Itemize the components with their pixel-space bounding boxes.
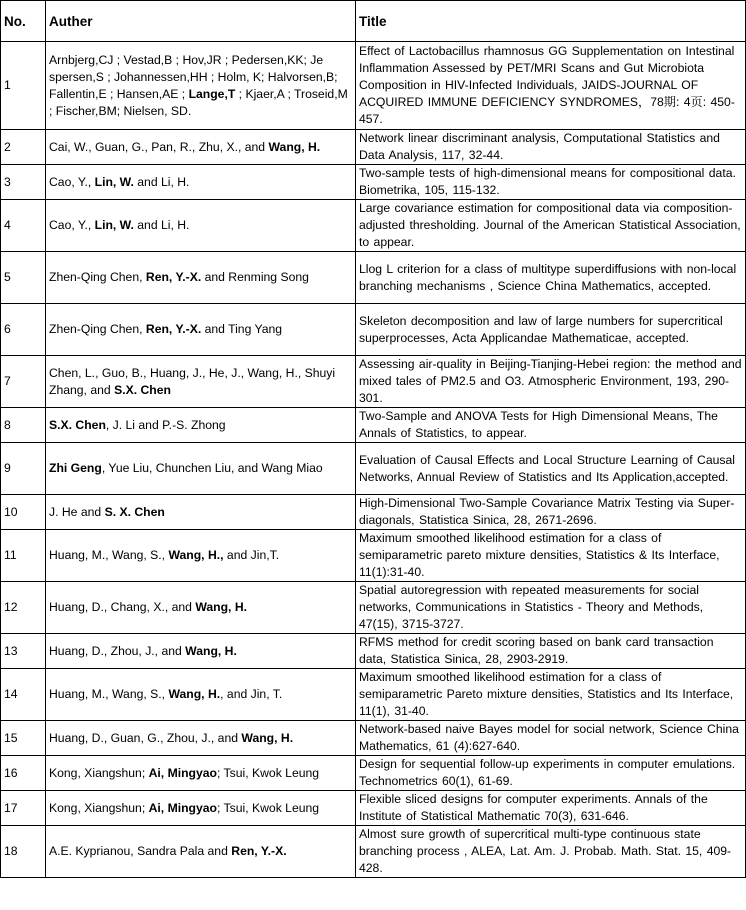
header-author: Auther bbox=[46, 1, 356, 42]
author-cell bbox=[46, 42, 356, 130]
table-row bbox=[1, 669, 746, 721]
author-text: Huang, D., Zhou, J., and bbox=[49, 643, 186, 658]
table-row bbox=[1, 42, 746, 130]
author-highlight: Lange,T bbox=[188, 86, 236, 101]
table-row bbox=[1, 443, 746, 495]
table-row bbox=[1, 721, 746, 756]
author-text: ; Tsui, Kwok Leung bbox=[217, 765, 320, 780]
author-highlight: Wang, H. bbox=[268, 139, 321, 154]
author-text: J. He and bbox=[49, 504, 105, 519]
author-text: Kong, Xiangshun; bbox=[49, 800, 149, 815]
author-highlight: Lin, W. bbox=[94, 218, 134, 232]
title-cell: RFMS method for credit scoring based on bank card transaction data, Statistica Sinica, 28, 2903-2919. bbox=[356, 634, 746, 669]
table-row bbox=[1, 791, 746, 826]
header-no: No. bbox=[1, 1, 46, 42]
author-text: Zhen-Qing Chen, bbox=[49, 270, 146, 284]
header-row bbox=[1, 1, 746, 42]
title-cell: Llog L criterion for a class of multitype superdiffusions with non-local branching mechanisms , Science China Mathematics, accepted. bbox=[356, 252, 746, 304]
author-text: and Li, H. bbox=[133, 218, 190, 232]
author-cell bbox=[46, 252, 356, 304]
title-cell: Two-sample tests of high-dimensional means for compositional data. Biometrika, 105, 115-132. bbox=[356, 165, 746, 200]
author-text: Cai, W., Guan, G., Pan, R., Zhu, X., and bbox=[49, 139, 269, 154]
title-cell: Skeleton decomposition and law of large numbers for supercritical superprocesses, Acta Applicandae Mathematicae, accepted. bbox=[356, 304, 746, 356]
table-row bbox=[1, 304, 746, 356]
author-text: A.E. Kyprianou, Sandra Pala and bbox=[49, 844, 232, 858]
author-cell bbox=[46, 165, 356, 200]
row-number: 6 bbox=[1, 304, 46, 356]
author-highlight: Ai, Mingyao bbox=[148, 800, 217, 815]
author-highlight: Wang, H. bbox=[195, 600, 248, 614]
author-cell bbox=[46, 826, 356, 878]
author-cell bbox=[46, 530, 356, 582]
author-text: Huang, D., Chang, X., and bbox=[49, 600, 196, 614]
author-text: Zhen-Qing Chen, bbox=[49, 322, 146, 336]
title-cell: Maximum smoothed likelihood estimation for a class of semiparametric pareto mixture densities, Statistics & Its Interface, 11(1):31-40. bbox=[356, 530, 746, 582]
author-highlight: Wang, H., bbox=[168, 548, 224, 562]
title-cell: Effect of Lactobacillus rhamnosus GG Supplementation on Intestinal Inflammation Assessed by PET/MRI Scans and Gut Microbiota Composition in HIV-Infected Individuals, JAIDS-JOURNAL OF ACQUIRED IMMUNE DEFICIENCY SYNDROMES，78期: 4页: 450-457. bbox=[356, 42, 746, 130]
table-row bbox=[1, 356, 746, 408]
table-row bbox=[1, 130, 746, 165]
author-highlight: S.X. Chen bbox=[114, 382, 171, 397]
row-number: 14 bbox=[1, 669, 46, 721]
title-cell: Almost sure growth of supercritical multi-type continuous state branching process , ALEA, Lat. Am. J. Probab. Math. Stat. 15, 409-428. bbox=[356, 826, 746, 878]
table-row bbox=[1, 582, 746, 634]
row-number: 3 bbox=[1, 165, 46, 200]
title-cell: Maximum smoothed likelihood estimation for a class of semiparametric Pareto mixture densities, Statistics and Its Interface, 11(1), 31-40. bbox=[356, 669, 746, 721]
author-text: Huang, M., Wang, S., bbox=[49, 548, 169, 562]
title-cell: Evaluation of Causal Effects and Local Structure Learning of Causal Networks, Annual Review of Statistics and Its Application,accepted. bbox=[356, 443, 746, 495]
row-number: 13 bbox=[1, 634, 46, 669]
table-row bbox=[1, 165, 746, 200]
title-cell: Large covariance estimation for compositional data via composition-adjusted thresholding. Journal of the American Statistical Association, to appear. bbox=[356, 200, 746, 252]
author-text: and Ting Yang bbox=[201, 322, 283, 336]
author-text: Cao, Y., bbox=[49, 174, 95, 189]
author-text: , Yue Liu, Chunchen Liu, and Wang Miao bbox=[101, 461, 323, 475]
table-row bbox=[1, 634, 746, 669]
author-cell bbox=[46, 356, 356, 408]
row-number: 4 bbox=[1, 200, 46, 252]
row-number: 7 bbox=[1, 356, 46, 408]
author-highlight: Wang, H. bbox=[168, 687, 221, 701]
author-cell bbox=[46, 130, 356, 165]
header-title: Title bbox=[356, 1, 746, 42]
table-row bbox=[1, 530, 746, 582]
author-text: , J. Li and P.-S. Zhong bbox=[105, 417, 226, 432]
author-highlight: Ren, Y.-X. bbox=[145, 322, 202, 336]
table-body bbox=[1, 42, 746, 878]
row-number: 1 bbox=[1, 42, 46, 130]
author-text: and Jin,T. bbox=[223, 548, 280, 562]
title-cell: Two-Sample and ANOVA Tests for High Dimensional Means, The Annals of Statistics, to appear. bbox=[356, 408, 746, 443]
author-cell bbox=[46, 443, 356, 495]
author-highlight: S. X. Chen bbox=[104, 504, 165, 519]
author-cell bbox=[46, 756, 356, 791]
row-number: 2 bbox=[1, 130, 46, 165]
author-text: Chen, L., Guo, B., Huang, J., He, J., Wang, H., Shuyi Zhang, and bbox=[49, 365, 336, 397]
author-text: Cao, Y., bbox=[49, 218, 95, 232]
author-highlight: Ai, Mingyao bbox=[148, 765, 217, 780]
author-text: ; Kjaer,A ; Troseid,M ; Fischer,BM; Nielsen, SD. bbox=[49, 86, 348, 118]
table-row bbox=[1, 200, 746, 252]
author-text: and Li, H. bbox=[133, 174, 190, 189]
author-cell bbox=[46, 408, 356, 443]
title-cell: Assessing air-quality in Beijing-Tianjing-Hebei region: the method and mixed tales of PM2.5 and O3. Atmospheric Environment, 193, 290-301. bbox=[356, 356, 746, 408]
author-text: ; Tsui, Kwok Leung bbox=[217, 800, 320, 815]
title-cell: High-Dimensional Two-Sample Covariance Matrix Testing via Super-diagonals, Statistica Sinica, 28, 2671-2696. bbox=[356, 495, 746, 530]
author-highlight: S.X. Chen bbox=[49, 417, 106, 432]
author-text: Huang, D., Guan, G., Zhou, J., and bbox=[49, 730, 242, 745]
title-cell: Network linear discriminant analysis, Computational Statistics and Data Analysis, 117, 32-44. bbox=[356, 130, 746, 165]
author-cell bbox=[46, 634, 356, 669]
table-row bbox=[1, 408, 746, 443]
table-row bbox=[1, 252, 746, 304]
author-highlight: Wang, H. bbox=[241, 730, 294, 745]
title-cell: Design for sequential follow-up experiments in computer emulations. Technometrics 60(1), 61-69. bbox=[356, 756, 746, 791]
author-highlight: Ren, Y.-X. bbox=[145, 270, 202, 284]
row-number: 18 bbox=[1, 826, 46, 878]
table-row bbox=[1, 495, 746, 530]
author-highlight: Ren, Y.-X. bbox=[231, 844, 287, 858]
author-text: Huang, M., Wang, S., bbox=[49, 687, 169, 701]
author-cell bbox=[46, 721, 356, 756]
title-cell: Spatial autoregression with repeated measurements for social networks, Communications in Statistics - Theory and Methods, 47(15), 3715-3727. bbox=[356, 582, 746, 634]
row-number: 8 bbox=[1, 408, 46, 443]
author-text: and Renming Song bbox=[201, 270, 309, 284]
author-cell bbox=[46, 669, 356, 721]
title-cell: Flexible sliced designs for computer experiments. Annals of the Institute of Statistical Mathematic 70(3), 631-646. bbox=[356, 791, 746, 826]
row-number: 5 bbox=[1, 252, 46, 304]
author-highlight: Zhi Geng bbox=[49, 461, 102, 475]
row-number: 16 bbox=[1, 756, 46, 791]
row-number: 17 bbox=[1, 791, 46, 826]
table-row bbox=[1, 756, 746, 791]
author-text: , and Jin, T. bbox=[220, 687, 283, 701]
row-number: 12 bbox=[1, 582, 46, 634]
author-highlight: Wang, H. bbox=[185, 643, 237, 658]
author-cell bbox=[46, 582, 356, 634]
author-text: Kong, Xiangshun; bbox=[49, 765, 149, 780]
author-cell bbox=[46, 200, 356, 252]
row-number: 11 bbox=[1, 530, 46, 582]
row-number: 9 bbox=[1, 443, 46, 495]
author-cell bbox=[46, 304, 356, 356]
row-number: 15 bbox=[1, 721, 46, 756]
table-row bbox=[1, 826, 746, 878]
author-cell bbox=[46, 791, 356, 826]
title-cell: Network-based naive Bayes model for social network, Science China Mathematics, 61 (4):627-640. bbox=[356, 721, 746, 756]
author-cell bbox=[46, 495, 356, 530]
author-text: Arnbjerg,CJ ; Vestad,B ; Hov,JR ; Pedersen,KK; Je spersen,S ; Johannessen,HH ; Holm, K; Halvorsen,B; Fallentin,E ; Hansen,AE ; bbox=[49, 52, 338, 101]
author-highlight: Lin, W. bbox=[94, 174, 134, 189]
row-number: 10 bbox=[1, 495, 46, 530]
